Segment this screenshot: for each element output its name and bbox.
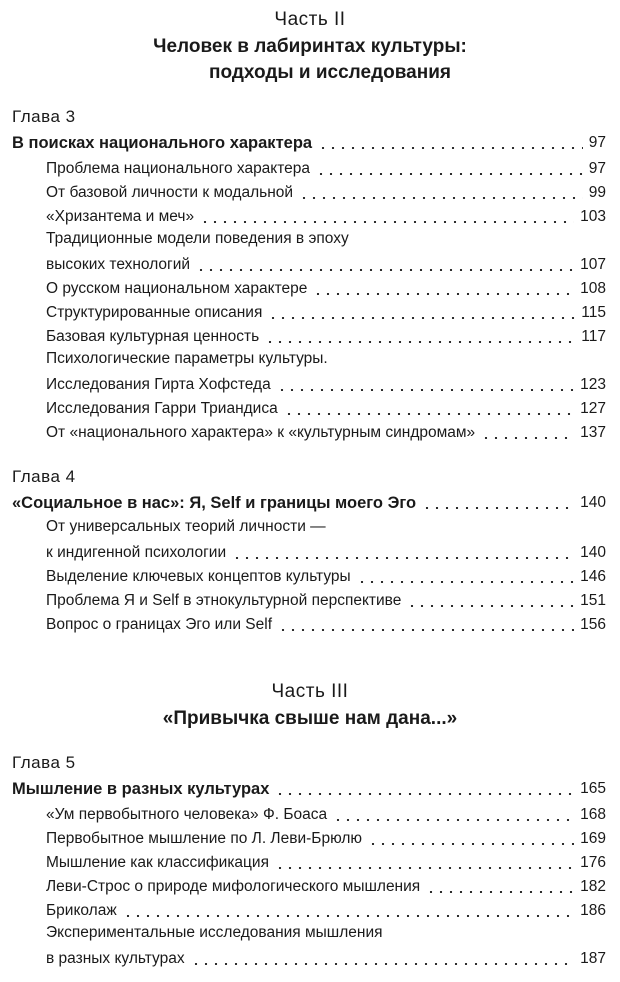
page-number: 168 bbox=[580, 806, 606, 823]
toc-entry[interactable] bbox=[46, 802, 606, 826]
leader-dots bbox=[318, 147, 583, 149]
entry-title: О русском национальном характере bbox=[46, 280, 308, 297]
part-title-line-2: подходы и исследования bbox=[209, 62, 451, 83]
entry-title: Структурированные описания bbox=[46, 304, 263, 321]
entry-title: Выделение ключевых концептов культуры bbox=[46, 568, 351, 585]
page-number: 99 bbox=[588, 184, 606, 201]
leader-dots bbox=[277, 389, 574, 391]
page-number: 108 bbox=[580, 280, 606, 297]
leader-dots bbox=[316, 173, 583, 175]
entry-title: в разных культурах bbox=[46, 950, 185, 967]
leader-dots bbox=[275, 793, 574, 795]
page-number: 176 bbox=[580, 854, 606, 871]
leader-dots bbox=[232, 557, 574, 559]
leader-dots bbox=[123, 915, 574, 917]
entry-title-line-1: Традиционные модели поведения в эпоху bbox=[46, 230, 349, 247]
toc-entry[interactable] bbox=[46, 564, 606, 588]
part-title: «Привычка свыше нам дана...» bbox=[162, 708, 458, 729]
entry-title: «Хризантема и меч» bbox=[46, 208, 195, 225]
toc-entry-chapter[interactable] bbox=[12, 130, 606, 154]
page-number: 156 bbox=[580, 616, 606, 633]
entry-title: «Ум первобытного человека» Ф. Боаса bbox=[46, 806, 328, 823]
toc-entry[interactable] bbox=[46, 372, 606, 396]
leader-dots bbox=[278, 629, 574, 631]
toc-entry-chapter[interactable] bbox=[12, 490, 606, 514]
toc-entry[interactable] bbox=[46, 874, 606, 898]
toc-entry[interactable] bbox=[46, 300, 606, 324]
chapter-title: Мышление в разных культурах bbox=[12, 780, 270, 798]
page-number: 97 bbox=[588, 160, 606, 177]
entry-title: высоких технологий bbox=[46, 256, 191, 273]
leader-dots bbox=[422, 507, 574, 509]
toc-entry[interactable] bbox=[46, 946, 606, 970]
part-heading: Часть III bbox=[271, 681, 349, 702]
entry-title: Проблема Я и Self в этнокультурной перспективе bbox=[46, 592, 402, 609]
toc-entry[interactable] bbox=[46, 588, 606, 612]
page-number: 182 bbox=[580, 878, 606, 895]
toc-entry[interactable] bbox=[46, 396, 606, 420]
entry-title: Базовая культурная ценность bbox=[46, 328, 260, 345]
page-number: 187 bbox=[580, 950, 606, 967]
toc-entry[interactable] bbox=[46, 180, 606, 204]
toc-entry[interactable] bbox=[46, 324, 606, 348]
part-title-line-1: Человек в лабиринтах культуры: bbox=[153, 36, 467, 57]
toc-entry[interactable] bbox=[46, 276, 606, 300]
entry-title-line-1: Психологические параметры культуры. bbox=[46, 350, 328, 367]
chapter-label: Глава 4 bbox=[12, 467, 76, 486]
toc-entry[interactable] bbox=[46, 252, 606, 276]
toc-entry-chapter[interactable] bbox=[12, 776, 606, 800]
chapter-title: В поисках национального характера bbox=[12, 134, 313, 152]
leader-dots bbox=[481, 437, 574, 439]
leader-dots bbox=[407, 605, 574, 607]
toc-entry[interactable] bbox=[46, 420, 606, 444]
entry-title: От базовой личности к модальной bbox=[46, 184, 294, 201]
chapter-label: Глава 5 bbox=[12, 753, 76, 772]
page-number: 151 bbox=[580, 592, 606, 609]
toc-entry[interactable] bbox=[46, 612, 606, 636]
toc-entry[interactable] bbox=[46, 850, 606, 874]
page-number: 186 bbox=[580, 902, 606, 919]
page-number: 97 bbox=[588, 134, 606, 151]
entry-title: Исследования Гарри Триандиса bbox=[46, 400, 278, 417]
leader-dots bbox=[333, 819, 574, 821]
page-number: 140 bbox=[580, 494, 606, 511]
leader-dots bbox=[268, 317, 575, 319]
leader-dots bbox=[200, 221, 574, 223]
leader-dots bbox=[196, 269, 574, 271]
page-number: 115 bbox=[581, 304, 606, 321]
leader-dots bbox=[275, 867, 574, 869]
page-number: 107 bbox=[580, 256, 606, 273]
leader-dots bbox=[299, 197, 583, 199]
leader-dots bbox=[426, 891, 574, 893]
page-number: 127 bbox=[580, 400, 606, 417]
leader-dots bbox=[313, 293, 574, 295]
page-number: 137 bbox=[580, 424, 606, 441]
page-number: 103 bbox=[580, 208, 606, 225]
entry-title: Первобытное мышление по Л. Леви-Брюлю bbox=[46, 830, 363, 847]
leader-dots bbox=[357, 581, 574, 583]
entry-title: Проблема национального характера bbox=[46, 160, 311, 177]
leader-dots bbox=[265, 341, 575, 343]
entry-title: Леви-Строс о природе мифологического мышления bbox=[46, 878, 421, 895]
entry-title: Мышление как классификация bbox=[46, 854, 269, 871]
entry-title-line-1: От универсальных теорий личности — bbox=[46, 518, 326, 535]
entry-title-line-1: Экспериментальные исследования мышления bbox=[46, 924, 383, 941]
chapter-label: Глава 3 bbox=[12, 107, 76, 126]
leader-dots bbox=[284, 413, 574, 415]
page-number: 117 bbox=[581, 328, 606, 345]
page-number: 123 bbox=[580, 376, 606, 393]
toc-entry[interactable] bbox=[46, 204, 606, 228]
leader-dots bbox=[368, 843, 574, 845]
entry-title: Вопрос о границах Эго или Self bbox=[46, 616, 272, 633]
leader-dots bbox=[191, 963, 575, 965]
toc-entry[interactable] bbox=[46, 540, 606, 564]
page-number: 165 bbox=[580, 780, 606, 797]
page-number: 169 bbox=[580, 830, 606, 847]
toc-entry[interactable] bbox=[46, 826, 606, 850]
part-heading: Часть II bbox=[274, 9, 346, 30]
entry-title: От «национального характера» к «культурным синдромам» bbox=[46, 424, 476, 441]
page-number: 140 bbox=[580, 544, 606, 561]
page-number: 146 bbox=[580, 568, 606, 585]
entry-title: Исследования Гирта Хофстеда bbox=[46, 376, 271, 393]
toc-entry[interactable] bbox=[46, 156, 606, 180]
entry-title: к индигенной психологии bbox=[46, 544, 227, 561]
toc-entry[interactable] bbox=[46, 898, 606, 922]
chapter-title: «Социальное в нас»: Я, Self и границы моего Эго bbox=[12, 494, 417, 512]
entry-title: Бриколаж bbox=[46, 902, 117, 919]
